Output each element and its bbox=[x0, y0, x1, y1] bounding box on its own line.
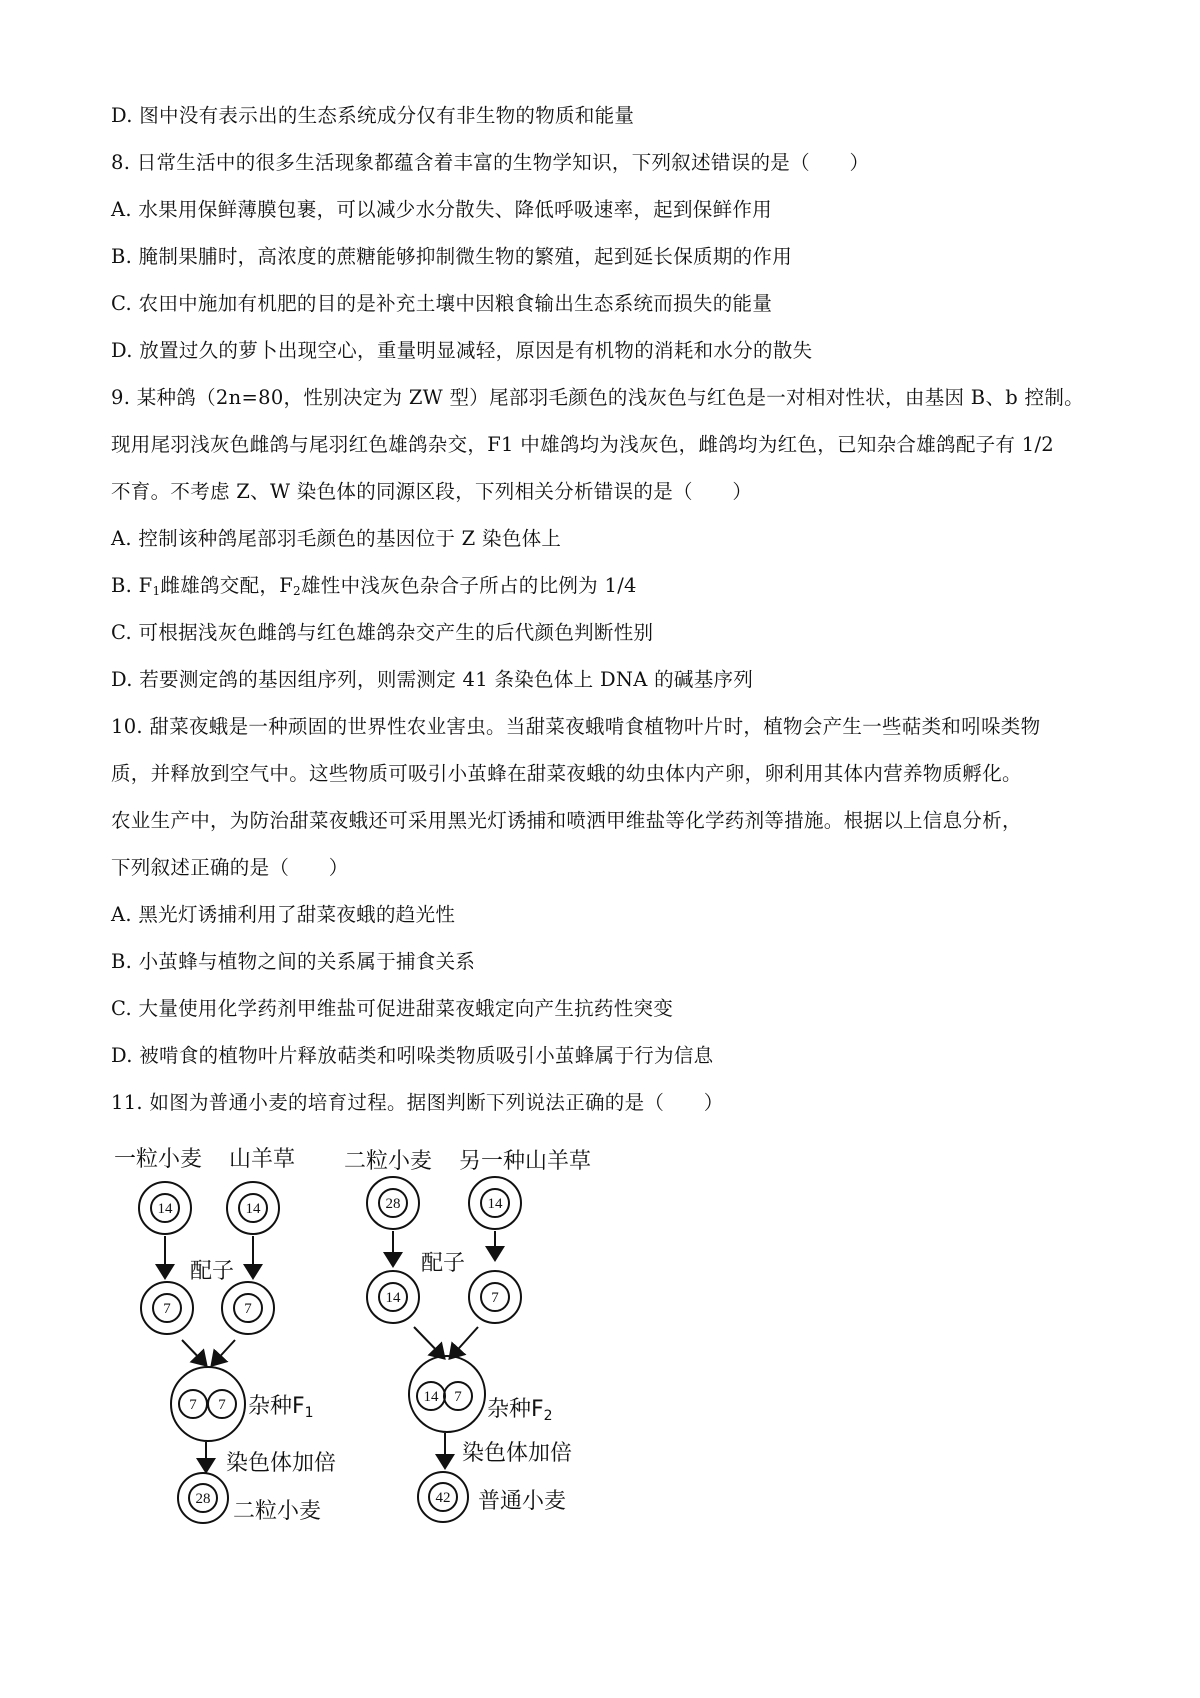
text-line: 9. 某种鸽（2n=80，性别决定为 ZW 型）尾部羽毛颜色的浅灰色与红色是一对相对性状，由基因 B、b 控制。 bbox=[111, 386, 1084, 409]
subscript: 2 bbox=[293, 584, 301, 598]
chromosome-count: 7 bbox=[491, 1290, 499, 1306]
subscript: 1 bbox=[152, 584, 161, 598]
chromosome-count: 14 bbox=[385, 1290, 401, 1306]
text-line: B. 小茧蜂与植物之间的关系属于捕食关系 bbox=[111, 950, 476, 973]
text-line: 质，并释放到空气中。这些物质可吸引小茧蜂在甜菜夜蛾的幼虫体内产卵，卵利用其体内营养物质孵化。 bbox=[111, 762, 1022, 785]
arrow bbox=[182, 1340, 205, 1364]
arrow bbox=[414, 1327, 443, 1357]
chromosome-count: 14 bbox=[487, 1196, 503, 1212]
chromosome-count: 28 bbox=[385, 1196, 401, 1212]
label: 杂种F2 bbox=[487, 1397, 553, 1424]
text-line: 农业生产中，为防治甜菜夜蛾还可采用黑光灯诱捕和喷洒甲维盐等化学药剂等措施。根据以上信息分析， bbox=[111, 809, 1022, 832]
label: 配子 bbox=[420, 1251, 466, 1276]
text-line: D. 被啃食的植物叶片释放萜类和吲哚类物质吸引小茧蜂属于行为信息 bbox=[111, 1044, 714, 1067]
hybrid-cell bbox=[409, 1356, 485, 1432]
chromosome-count: 14 bbox=[245, 1201, 261, 1217]
text-line: C. 农田中施加有机肥的目的是补充土壤中因粮食输出生态系统而损失的能量 bbox=[111, 292, 773, 315]
text-line: D. 放置过久的萝卜出现空心，重量明显减轻，原因是有机物的消耗和水分的散失 bbox=[111, 339, 813, 362]
text-line: A. 黑光灯诱捕利用了甜菜夜蛾的趋光性 bbox=[111, 903, 456, 926]
chromosome-count: 28 bbox=[195, 1491, 211, 1507]
text-line: 不育。不考虑 Z、W 染色体的同源区段，下列相关分析错误的是（ ） bbox=[111, 480, 753, 503]
label: 二粒小麦 bbox=[343, 1149, 433, 1174]
chromosome-count: 42 bbox=[435, 1490, 451, 1506]
text-line: 8. 日常生活中的很多生活现象都蕴含着丰富的生物学知识，下列叙述错误的是（ ） bbox=[111, 151, 870, 174]
label: 一粒小麦 bbox=[113, 1147, 203, 1172]
text-line: D. 图中没有表示出的生态系统成分仅有非生物的物质和能量 bbox=[111, 104, 635, 127]
chromosome-count: 14 bbox=[423, 1389, 439, 1405]
text-line: C. 可根据浅灰色雌鸽与红色雄鸽杂交产生的后代颜色判断性别 bbox=[111, 621, 654, 644]
text-fragment: 雄性中浅灰色杂合子所占的比例为 1/4 bbox=[300, 574, 637, 597]
arrow bbox=[213, 1340, 235, 1364]
label: 染色体加倍 bbox=[226, 1451, 337, 1476]
label: 普通小麦 bbox=[478, 1489, 567, 1514]
label: 山羊草 bbox=[228, 1147, 296, 1172]
label: 另一种山羊草 bbox=[458, 1149, 592, 1174]
label: 染色体加倍 bbox=[462, 1441, 573, 1466]
label: 杂种F1 bbox=[248, 1394, 314, 1421]
chromosome-count: 14 bbox=[157, 1201, 173, 1217]
text-fragment: B. F bbox=[111, 574, 153, 597]
text-line: A. 水果用保鲜薄膜包裹，可以减少水分散失、降低呼吸速率，起到保鲜作用 bbox=[111, 198, 772, 221]
text-line: 10. 甜菜夜蛾是一种顽固的世界性农业害虫。当甜菜夜蛾啃食植物叶片时，植物会产生一些萜类和吲哚类物 bbox=[111, 715, 1041, 738]
text-line: 11. 如图为普通小麦的培育过程。据图判断下列说法正确的是（ ） bbox=[111, 1091, 724, 1114]
text-line: 现用尾羽浅灰色雌鸽与尾羽红色雄鸽杂交，F1 中雄鸽均为浅灰色，雌鸽均为红色，已知杂合雄鸽配子有 1/2 bbox=[111, 433, 1055, 456]
text-line: D. 若要测定鸽的基因组序列，则需测定 41 条染色体上 DNA 的碱基序列 bbox=[111, 668, 754, 691]
text-line: C. 大量使用化学药剂甲维盐可促进甜菜夜蛾定向产生抗药性突变 bbox=[111, 997, 674, 1020]
text-fragment: 雌雄鸽交配，F bbox=[160, 574, 294, 597]
arrow bbox=[451, 1327, 478, 1357]
chromosome-count: 7 bbox=[218, 1397, 226, 1413]
text-line: A. 控制该种鸽尾部羽毛颜色的基因位于 Z 染色体上 bbox=[111, 527, 562, 550]
chromosome-count: 7 bbox=[244, 1301, 252, 1317]
label: 配子 bbox=[189, 1259, 235, 1284]
hybrid-cell bbox=[171, 1367, 245, 1441]
chromosome-count: 7 bbox=[454, 1389, 462, 1405]
text-line: 下列叙述正确的是（ ） bbox=[111, 856, 349, 879]
chromosome-count: 7 bbox=[189, 1397, 197, 1413]
text-line: B. 腌制果脯时，高浓度的蔗糖能够抑制微生物的繁殖，起到延长保质期的作用 bbox=[111, 245, 793, 268]
label: 二粒小麦 bbox=[233, 1499, 322, 1524]
chromosome-count: 7 bbox=[163, 1301, 171, 1317]
